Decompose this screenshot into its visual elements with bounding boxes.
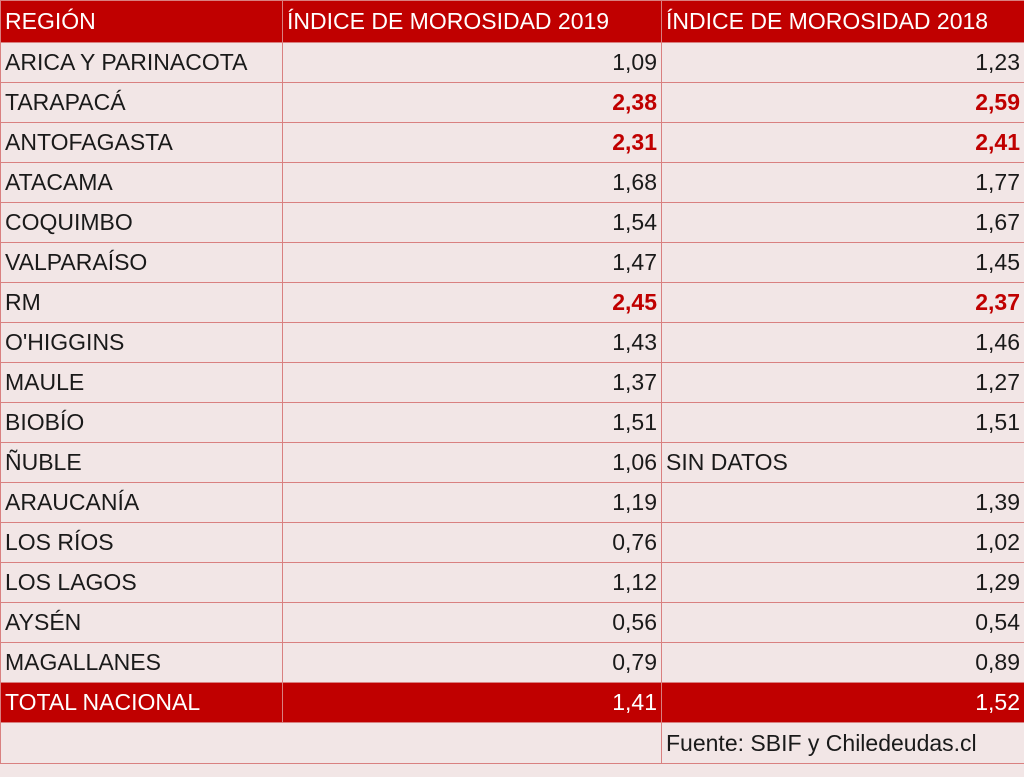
region-cell: BIOBÍO bbox=[1, 403, 283, 443]
value-2018-cell: SIN DATOS bbox=[662, 443, 1024, 483]
region-cell: AYSÉN bbox=[1, 603, 283, 643]
region-cell: MAULE bbox=[1, 363, 283, 403]
table-row bbox=[1, 283, 1024, 323]
value-2018-cell: 1,29 bbox=[662, 563, 1024, 603]
value-2018-cell: 0,54 bbox=[662, 603, 1024, 643]
region-cell: ARAUCANÍA bbox=[1, 483, 283, 523]
table-row bbox=[1, 243, 1024, 283]
table-row bbox=[1, 83, 1024, 123]
table-row bbox=[1, 523, 1024, 563]
region-cell: O'HIGGINS bbox=[1, 323, 283, 363]
value-2019-cell: 1,54 bbox=[283, 203, 662, 243]
value-2019-cell: 0,56 bbox=[283, 603, 662, 643]
value-2018-cell: 2,37 bbox=[662, 283, 1024, 323]
region-cell: TARAPACÁ bbox=[1, 83, 283, 123]
value-2019-cell: 1,19 bbox=[283, 483, 662, 523]
region-cell: VALPARAÍSO bbox=[1, 243, 283, 283]
table-row bbox=[1, 163, 1024, 203]
region-cell: MAGALLANES bbox=[1, 643, 283, 683]
value-2019-cell: 1,68 bbox=[283, 163, 662, 203]
source-row bbox=[1, 723, 1024, 764]
region-cell: ARICA Y PARINACOTA bbox=[1, 43, 283, 83]
total-label: TOTAL NACIONAL bbox=[1, 683, 283, 723]
region-cell: RM bbox=[1, 283, 283, 323]
value-2019-cell: 2,31 bbox=[283, 123, 662, 163]
source-note: Fuente: SBIF y Chiledeudas.cl bbox=[662, 723, 1024, 764]
value-2019-cell: 1,09 bbox=[283, 43, 662, 83]
value-2018-cell: 1,27 bbox=[662, 363, 1024, 403]
table-row bbox=[1, 203, 1024, 243]
value-2018-cell: 1,23 bbox=[662, 43, 1024, 83]
value-2019-cell: 1,06 bbox=[283, 443, 662, 483]
table-row bbox=[1, 603, 1024, 643]
value-2018-cell: 1,77 bbox=[662, 163, 1024, 203]
header-region: REGIÓN bbox=[1, 1, 283, 43]
value-2018-cell: 0,89 bbox=[662, 643, 1024, 683]
table-row bbox=[1, 643, 1024, 683]
value-2019-cell: 1,47 bbox=[283, 243, 662, 283]
header-2018: ÍNDICE DE MOROSIDAD 2018 bbox=[662, 1, 1024, 43]
table-row bbox=[1, 323, 1024, 363]
value-2018-cell: 1,46 bbox=[662, 323, 1024, 363]
table-row bbox=[1, 563, 1024, 603]
table-row bbox=[1, 443, 1024, 483]
total-2019: 1,41 bbox=[283, 683, 662, 723]
table-row bbox=[1, 483, 1024, 523]
value-2019-cell: 2,45 bbox=[283, 283, 662, 323]
source-empty-cell bbox=[1, 723, 662, 764]
region-cell: COQUIMBO bbox=[1, 203, 283, 243]
value-2018-cell: 2,41 bbox=[662, 123, 1024, 163]
header-row bbox=[1, 1, 1024, 43]
value-2019-cell: 1,12 bbox=[283, 563, 662, 603]
value-2019-cell: 1,51 bbox=[283, 403, 662, 443]
region-cell: ATACAMA bbox=[1, 163, 283, 203]
value-2019-cell: 0,76 bbox=[283, 523, 662, 563]
total-2018: 1,52 bbox=[662, 683, 1024, 723]
value-2018-cell: 2,59 bbox=[662, 83, 1024, 123]
total-row bbox=[1, 683, 1024, 723]
region-cell: ANTOFAGASTA bbox=[1, 123, 283, 163]
table-row bbox=[1, 43, 1024, 83]
value-2018-cell: 1,02 bbox=[662, 523, 1024, 563]
value-2018-cell: 1,51 bbox=[662, 403, 1024, 443]
value-2019-cell: 2,38 bbox=[283, 83, 662, 123]
table-row bbox=[1, 403, 1024, 443]
value-2018-cell: 1,45 bbox=[662, 243, 1024, 283]
header-2019: ÍNDICE DE MOROSIDAD 2019 bbox=[283, 1, 662, 43]
region-cell: ÑUBLE bbox=[1, 443, 283, 483]
table-row bbox=[1, 123, 1024, 163]
value-2019-cell: 1,37 bbox=[283, 363, 662, 403]
value-2018-cell: 1,39 bbox=[662, 483, 1024, 523]
region-cell: LOS RÍOS bbox=[1, 523, 283, 563]
value-2019-cell: 0,79 bbox=[283, 643, 662, 683]
table-row bbox=[1, 363, 1024, 403]
region-cell: LOS LAGOS bbox=[1, 563, 283, 603]
value-2019-cell: 1,43 bbox=[283, 323, 662, 363]
value-2018-cell: 1,67 bbox=[662, 203, 1024, 243]
